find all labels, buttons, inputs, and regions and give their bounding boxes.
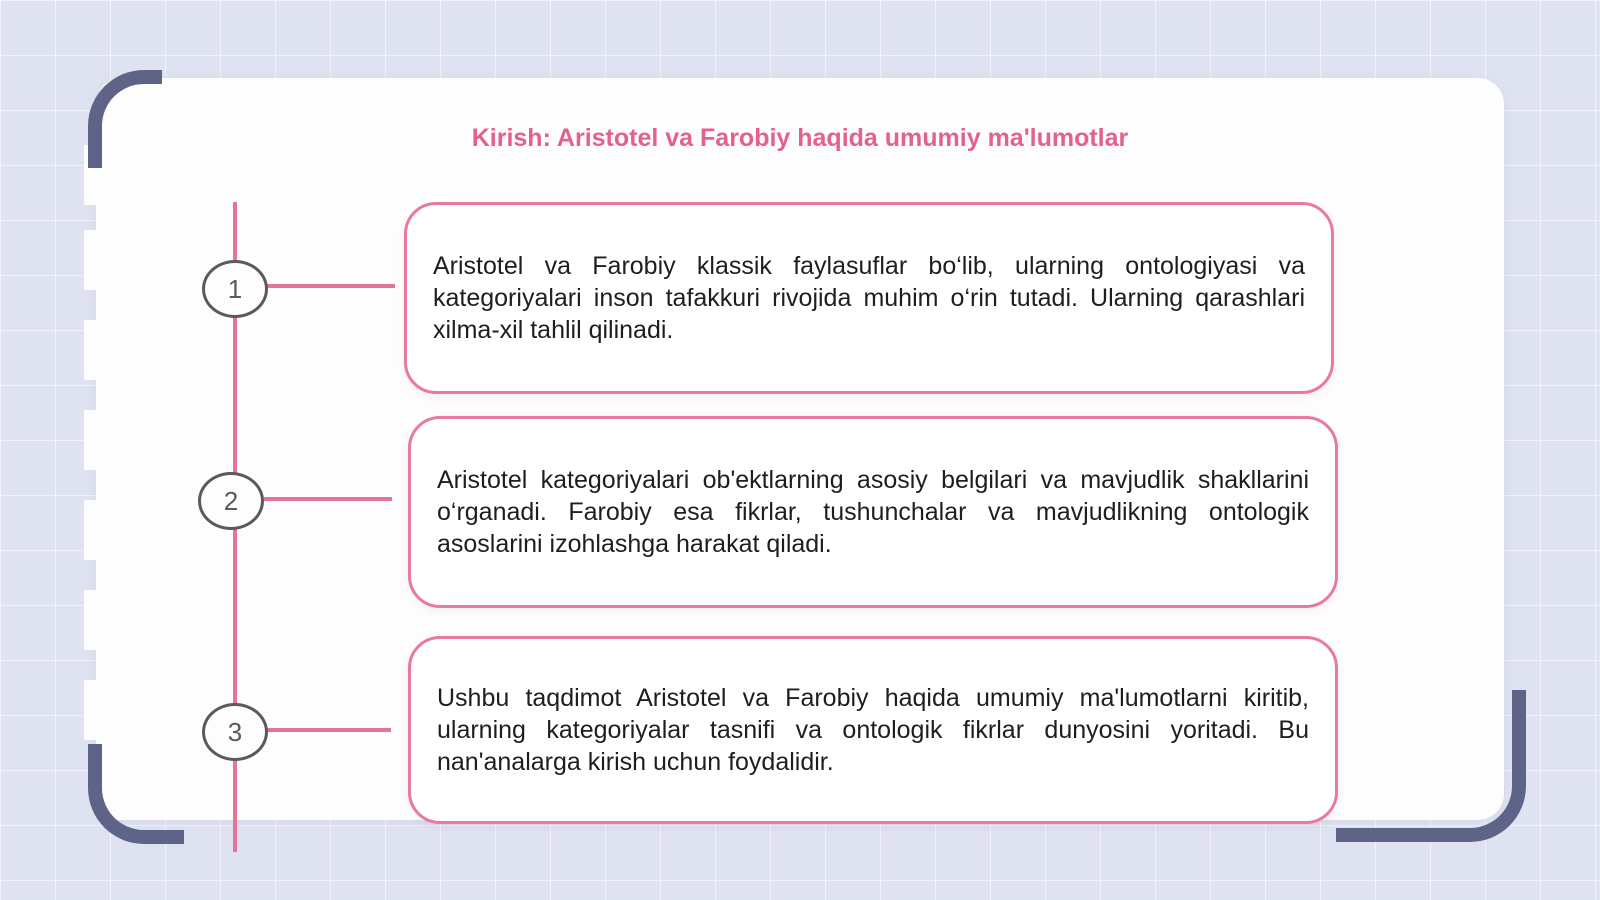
timeline-connector (267, 284, 395, 288)
info-text: Ushbu taqdimot Aristotel va Farobiy haqida umumiy ma'lumotlarni kiritib, ularning kategoriyalar tasnifi va ontologik fikrlar dunyosini yoritadi. Bu nan'analarga kirish uchun foydalidir. (437, 684, 1309, 776)
info-box (408, 416, 1338, 608)
corner-bracket-bottom-right (1336, 690, 1526, 842)
info-box (404, 202, 1334, 394)
timeline-connector (267, 728, 391, 732)
step-number-circle: 2 (198, 472, 264, 530)
step-number-circle: 1 (202, 260, 268, 318)
info-text: Aristotel va Farobiy klassik faylasuflar bo‘lib, ularning ontologiyasi va kategoriyalari inson tafakkuri rivojida muhim o‘rin tutadi. Ularning qarashlari xilma-xil tahlil qilinadi. (433, 252, 1305, 344)
slide-title: Kirish: Aristotel va Farobiy haqida umumiy ma'lumotlar (471, 124, 1129, 152)
corner-bracket-top-left (88, 70, 162, 168)
info-text: Aristotel kategoriyalari ob'ektlarning asosiy belgilari va mavjudlik shakllarini o‘rganadi. Farobiy esa fikrlar, tushunchalar va mavjudlikning ontologik asoslarini izohlashga harakat qiladi. (437, 466, 1309, 558)
corner-bracket-bottom-left (88, 744, 184, 844)
timeline-connector (264, 497, 392, 501)
info-box (408, 636, 1338, 824)
step-number-circle: 3 (202, 703, 268, 761)
